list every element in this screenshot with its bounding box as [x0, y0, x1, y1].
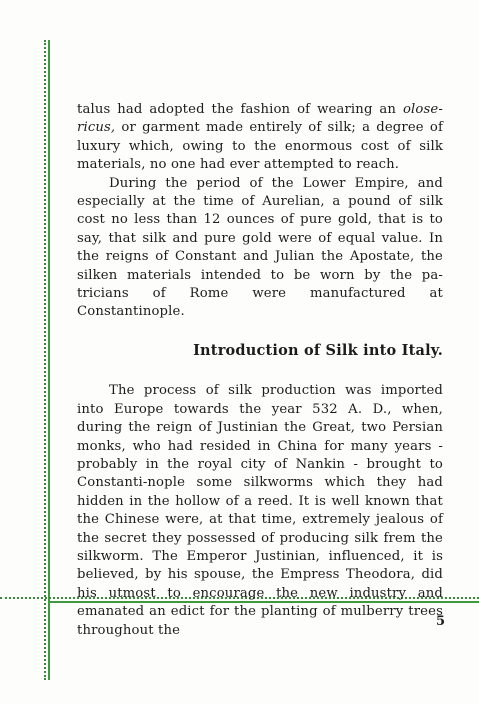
page-text — [77, 101, 446, 640]
paragraph-3: The process of silk production was imported into Europe towards the year 532 A. D., when, during the reign of Justinian the Great, two Persian monks, who had resided in China for many years - probably in the royal city of Nankin - brought to Constanti-nople some silkworms which they had hidden in the hollow of a reed. It is well known that the Chinese were, at that time, extremely jealous of the secret they possessed of producing silk frem the silkworm. The Emperor Justinian, influenced, it is believed, by his spouse, the Empress Theodora, did his utmost to encourage the new industry and emanated an edict for the planting of mulberry trees throughout the — [77, 383, 443, 638]
page-number: 5 — [436, 614, 446, 629]
section-heading: Introduction of Silk into Italy. — [193, 341, 443, 359]
paragraph-2: During the period of the Lower Empire, and especially at the time of Aurelian, a pound of silk cost no less than 12 ounces of pure gold, that is to say, that silk and pure gold were of equal value. In the reigns of Constant and Julian the Apostate, the silken materials intended to be worn by the pa-tricians of Rome were manufactured at Constantinople. — [77, 175, 443, 320]
italic-term: olose-ricus, — [77, 102, 443, 136]
border-dotted-vertical — [44, 40, 46, 680]
paragraph-1 — [77, 101, 443, 175]
paragraph-1-prefix: talus had adopted the fashion of wearing an — [77, 102, 403, 117]
border-solid-vertical — [48, 40, 50, 680]
paragraph-1-suffix: or garment made entirely of silk; a degree of luxury which, owing to the enormous cost of silk materials, no one had ever attempted to reach. — [77, 120, 443, 173]
